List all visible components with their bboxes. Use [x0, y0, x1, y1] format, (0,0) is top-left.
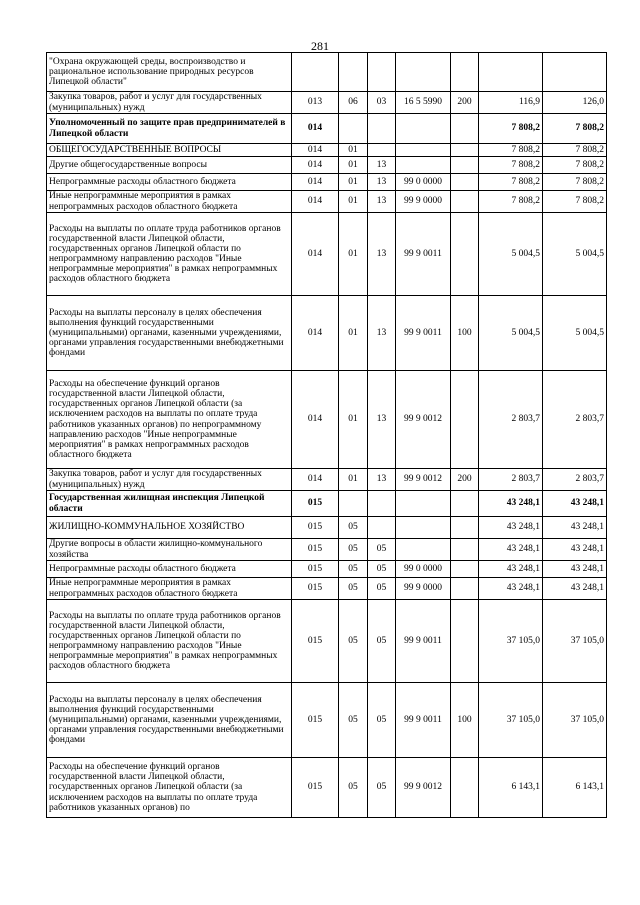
row-sum-year2: 7 808,2: [543, 144, 607, 157]
row-section-code: [339, 491, 368, 517]
row-expense-type: [451, 600, 479, 683]
table-row: [47, 191, 607, 213]
row-admin-code: 013: [292, 92, 339, 114]
row-sum-year2: 43 248,1: [543, 561, 607, 578]
row-sum-year2: 2 803,7: [543, 371, 607, 469]
row-name: Расходы на выплаты персоналу в целях обеспечения выполнения функций государственными (муниципальными) органами, казенными учреждениями, органами управления государственными внебюджетными фондами: [47, 296, 292, 371]
row-admin-code: 014: [292, 174, 339, 191]
row-subsection-code: 13: [368, 213, 396, 296]
row-admin-code: 015: [292, 578, 339, 600]
row-target-article: [396, 53, 451, 92]
row-admin-code: 015: [292, 539, 339, 561]
row-expense-type: 100: [451, 296, 479, 371]
row-expense-type: [451, 144, 479, 157]
row-target-article: 99 9 0011: [396, 600, 451, 683]
row-target-article: [396, 539, 451, 561]
row-sum-year2: 126,0: [543, 92, 607, 114]
row-subsection-code: 05: [368, 561, 396, 578]
row-name: Закупка товаров, работ и услуг для государственных (муниципальных) нужд: [47, 469, 292, 491]
row-name: Уполномоченный по защите прав предпринимателей в Липецкой области: [47, 114, 292, 144]
row-sum-year1: 7 808,2: [479, 114, 543, 144]
row-section-code: 05: [339, 578, 368, 600]
row-expense-type: 200: [451, 469, 479, 491]
row-target-article: [396, 114, 451, 144]
row-section-code: 01: [339, 213, 368, 296]
table-row: [47, 539, 607, 561]
row-sum-year2: 43 248,1: [543, 517, 607, 539]
row-section-code: 05: [339, 561, 368, 578]
row-target-article: 16 5 5990: [396, 92, 451, 114]
row-target-article: 99 9 0000: [396, 191, 451, 213]
row-admin-code: 014: [292, 469, 339, 491]
row-section-code: 01: [339, 296, 368, 371]
row-admin-code: 014: [292, 296, 339, 371]
table-row: [47, 53, 607, 92]
row-name: Расходы на выплаты по оплате труда работников органов государственной власти Липецкой области, государственных органов Липецкой области по непрограммному направлению расходов "Иные непрограммные мероприятия" в рамках непрограммных расходов областного бюджета: [47, 213, 292, 296]
row-sum-year2: 37 105,0: [543, 683, 607, 758]
row-sum-year1: [479, 53, 543, 92]
row-sum-year1: 5 004,5: [479, 213, 543, 296]
row-sum-year1: 43 248,1: [479, 539, 543, 561]
row-admin-code: 014: [292, 213, 339, 296]
table-row: [47, 491, 607, 517]
row-target-article: [396, 517, 451, 539]
row-section-code: 05: [339, 683, 368, 758]
row-name: "Охрана окружающей среды, воспроизводство и рациональное использование природных ресурсов Липецкой области": [47, 53, 292, 92]
row-admin-code: 014: [292, 157, 339, 174]
row-expense-type: [451, 191, 479, 213]
row-target-article: 99 9 0000: [396, 578, 451, 600]
table-row: [47, 517, 607, 539]
row-target-article: 99 9 0011: [396, 296, 451, 371]
row-sum-year1: 7 808,2: [479, 191, 543, 213]
row-target-article: 99 9 0012: [396, 758, 451, 818]
row-section-code: [339, 53, 368, 92]
row-admin-code: 014: [292, 144, 339, 157]
row-expense-type: [451, 114, 479, 144]
row-target-article: 99 9 0011: [396, 683, 451, 758]
row-admin-code: 014: [292, 114, 339, 144]
row-section-code: 05: [339, 600, 368, 683]
row-subsection-code: 13: [368, 371, 396, 469]
table-row: [47, 114, 607, 144]
row-name: Другие общегосударственные вопросы: [47, 157, 292, 174]
table-row: [47, 758, 607, 818]
row-name: ЖИЛИЩНО-КОММУНАЛЬНОЕ ХОЗЯЙСТВО: [47, 517, 292, 539]
row-name: Государственная жилищная инспекция Липецкой области: [47, 491, 292, 517]
row-subsection-code: [368, 53, 396, 92]
table-row: [47, 683, 607, 758]
row-target-article: [396, 144, 451, 157]
row-sum-year1: 6 143,1: [479, 758, 543, 818]
row-expense-type: [451, 174, 479, 191]
row-subsection-code: 13: [368, 174, 396, 191]
row-section-code: 01: [339, 174, 368, 191]
row-expense-type: [451, 758, 479, 818]
row-admin-code: 015: [292, 561, 339, 578]
row-sum-year2: 7 808,2: [543, 114, 607, 144]
table-row: [47, 469, 607, 491]
row-sum-year1: 116,9: [479, 92, 543, 114]
row-section-code: 06: [339, 92, 368, 114]
row-name: Расходы на выплаты по оплате труда работников органов государственной власти Липецкой области, государственных органов Липецкой области по непрограммному направлению расходов "Иные непрограммные мероприятия" в рамках непрограммных расходов областного бюджета: [47, 600, 292, 683]
row-sum-year2: 7 808,2: [543, 174, 607, 191]
row-section-code: 01: [339, 371, 368, 469]
row-sum-year1: 37 105,0: [479, 683, 543, 758]
row-sum-year1: 37 105,0: [479, 600, 543, 683]
row-expense-type: [451, 213, 479, 296]
row-target-article: [396, 157, 451, 174]
row-subsection-code: 05: [368, 683, 396, 758]
row-sum-year2: 7 808,2: [543, 191, 607, 213]
row-name: Другие вопросы в области жилищно-коммунального хозяйства: [47, 539, 292, 561]
row-sum-year2: 43 248,1: [543, 539, 607, 561]
table-row: [47, 174, 607, 191]
row-sum-year2: 37 105,0: [543, 600, 607, 683]
row-expense-type: [451, 491, 479, 517]
row-admin-code: [292, 53, 339, 92]
row-name: Расходы на обеспечение функций органов государственной власти Липецкой области, государственных органов Липецкой области (за исключением расходов на выплаты по оплате труда работников указанных органов) по: [47, 758, 292, 818]
row-expense-type: [451, 539, 479, 561]
row-subsection-code: [368, 517, 396, 539]
row-name: Расходы на обеспечение функций органов государственной власти Липецкой области, государственных органов Липецкой области (за исключением расходов на выплаты по оплате труда работников указанных органов) по непрограммному направлению расходов "Иные непрограммные мероприятия" в рамках непрограммных расходов областного бюджета: [47, 371, 292, 469]
row-sum-year2: 7 808,2: [543, 157, 607, 174]
row-sum-year2: 5 004,5: [543, 213, 607, 296]
row-sum-year1: 43 248,1: [479, 517, 543, 539]
row-subsection-code: 13: [368, 296, 396, 371]
row-section-code: 01: [339, 144, 368, 157]
row-sum-year1: 7 808,2: [479, 157, 543, 174]
row-name: Иные непрограммные мероприятия в рамках непрограммных расходов областного бюджета: [47, 578, 292, 600]
row-target-article: [396, 491, 451, 517]
row-name: Непрограммные расходы областного бюджета: [47, 561, 292, 578]
row-section-code: 01: [339, 157, 368, 174]
row-target-article: 99 9 0011: [396, 213, 451, 296]
row-admin-code: 015: [292, 517, 339, 539]
table-row: [47, 144, 607, 157]
row-subsection-code: [368, 144, 396, 157]
table-row: [47, 371, 607, 469]
row-expense-type: [451, 371, 479, 469]
row-section-code: 05: [339, 539, 368, 561]
row-target-article: 99 0 0000: [396, 174, 451, 191]
row-section-code: [339, 114, 368, 144]
table-row: [47, 561, 607, 578]
budget-table: [46, 52, 607, 818]
row-section-code: 01: [339, 469, 368, 491]
row-name: Иные непрограммные мероприятия в рамках непрограммных расходов областного бюджета: [47, 191, 292, 213]
row-name: Закупка товаров, работ и услуг для государственных (муниципальных) нужд: [47, 92, 292, 114]
row-section-code: 05: [339, 758, 368, 818]
budget-table-body: [47, 53, 607, 818]
table-row: [47, 600, 607, 683]
row-expense-type: [451, 53, 479, 92]
row-sum-year1: 2 803,7: [479, 371, 543, 469]
row-subsection-code: 05: [368, 578, 396, 600]
row-expense-type: 100: [451, 683, 479, 758]
row-sum-year1: 43 248,1: [479, 491, 543, 517]
row-expense-type: [451, 561, 479, 578]
row-target-article: 99 0 0000: [396, 561, 451, 578]
row-sum-year2: 5 004,5: [543, 296, 607, 371]
row-sum-year1: 7 808,2: [479, 144, 543, 157]
row-sum-year1: 7 808,2: [479, 174, 543, 191]
row-name: Расходы на выплаты персоналу в целях обеспечения выполнения функций государственными (муниципальными) органами, казенными учреждениями, органами управления государственными внебюджетными фондами: [47, 683, 292, 758]
row-sum-year2: 2 803,7: [543, 469, 607, 491]
row-section-code: 05: [339, 517, 368, 539]
row-admin-code: 014: [292, 191, 339, 213]
table-row: [47, 578, 607, 600]
row-admin-code: 014: [292, 371, 339, 469]
row-subsection-code: 05: [368, 758, 396, 818]
row-admin-code: 015: [292, 600, 339, 683]
row-target-article: 99 9 0012: [396, 469, 451, 491]
page-number: 281: [311, 39, 329, 53]
row-subsection-code: [368, 114, 396, 144]
row-expense-type: [451, 517, 479, 539]
table-row: [47, 92, 607, 114]
row-sum-year2: 6 143,1: [543, 758, 607, 818]
row-expense-type: [451, 157, 479, 174]
row-admin-code: 015: [292, 491, 339, 517]
row-sum-year1: 2 803,7: [479, 469, 543, 491]
row-admin-code: 015: [292, 758, 339, 818]
row-subsection-code: 03: [368, 92, 396, 114]
row-expense-type: 200: [451, 92, 479, 114]
table-row: [47, 157, 607, 174]
row-subsection-code: 13: [368, 157, 396, 174]
row-target-article: 99 9 0012: [396, 371, 451, 469]
row-expense-type: [451, 578, 479, 600]
row-sum-year1: 43 248,1: [479, 561, 543, 578]
row-sum-year1: 43 248,1: [479, 578, 543, 600]
row-name: Непрограммные расходы областного бюджета: [47, 174, 292, 191]
row-subsection-code: 13: [368, 469, 396, 491]
table-row: [47, 296, 607, 371]
row-subsection-code: 05: [368, 539, 396, 561]
row-subsection-code: 13: [368, 191, 396, 213]
table-row: [47, 213, 607, 296]
row-sum-year2: 43 248,1: [543, 578, 607, 600]
row-sum-year2: 43 248,1: [543, 491, 607, 517]
row-subsection-code: 05: [368, 600, 396, 683]
row-sum-year2: [543, 53, 607, 92]
row-name: ОБЩЕГОСУДАРСТВЕННЫЕ ВОПРОСЫ: [47, 144, 292, 157]
row-admin-code: 015: [292, 683, 339, 758]
row-subsection-code: [368, 491, 396, 517]
row-sum-year1: 5 004,5: [479, 296, 543, 371]
row-section-code: 01: [339, 191, 368, 213]
